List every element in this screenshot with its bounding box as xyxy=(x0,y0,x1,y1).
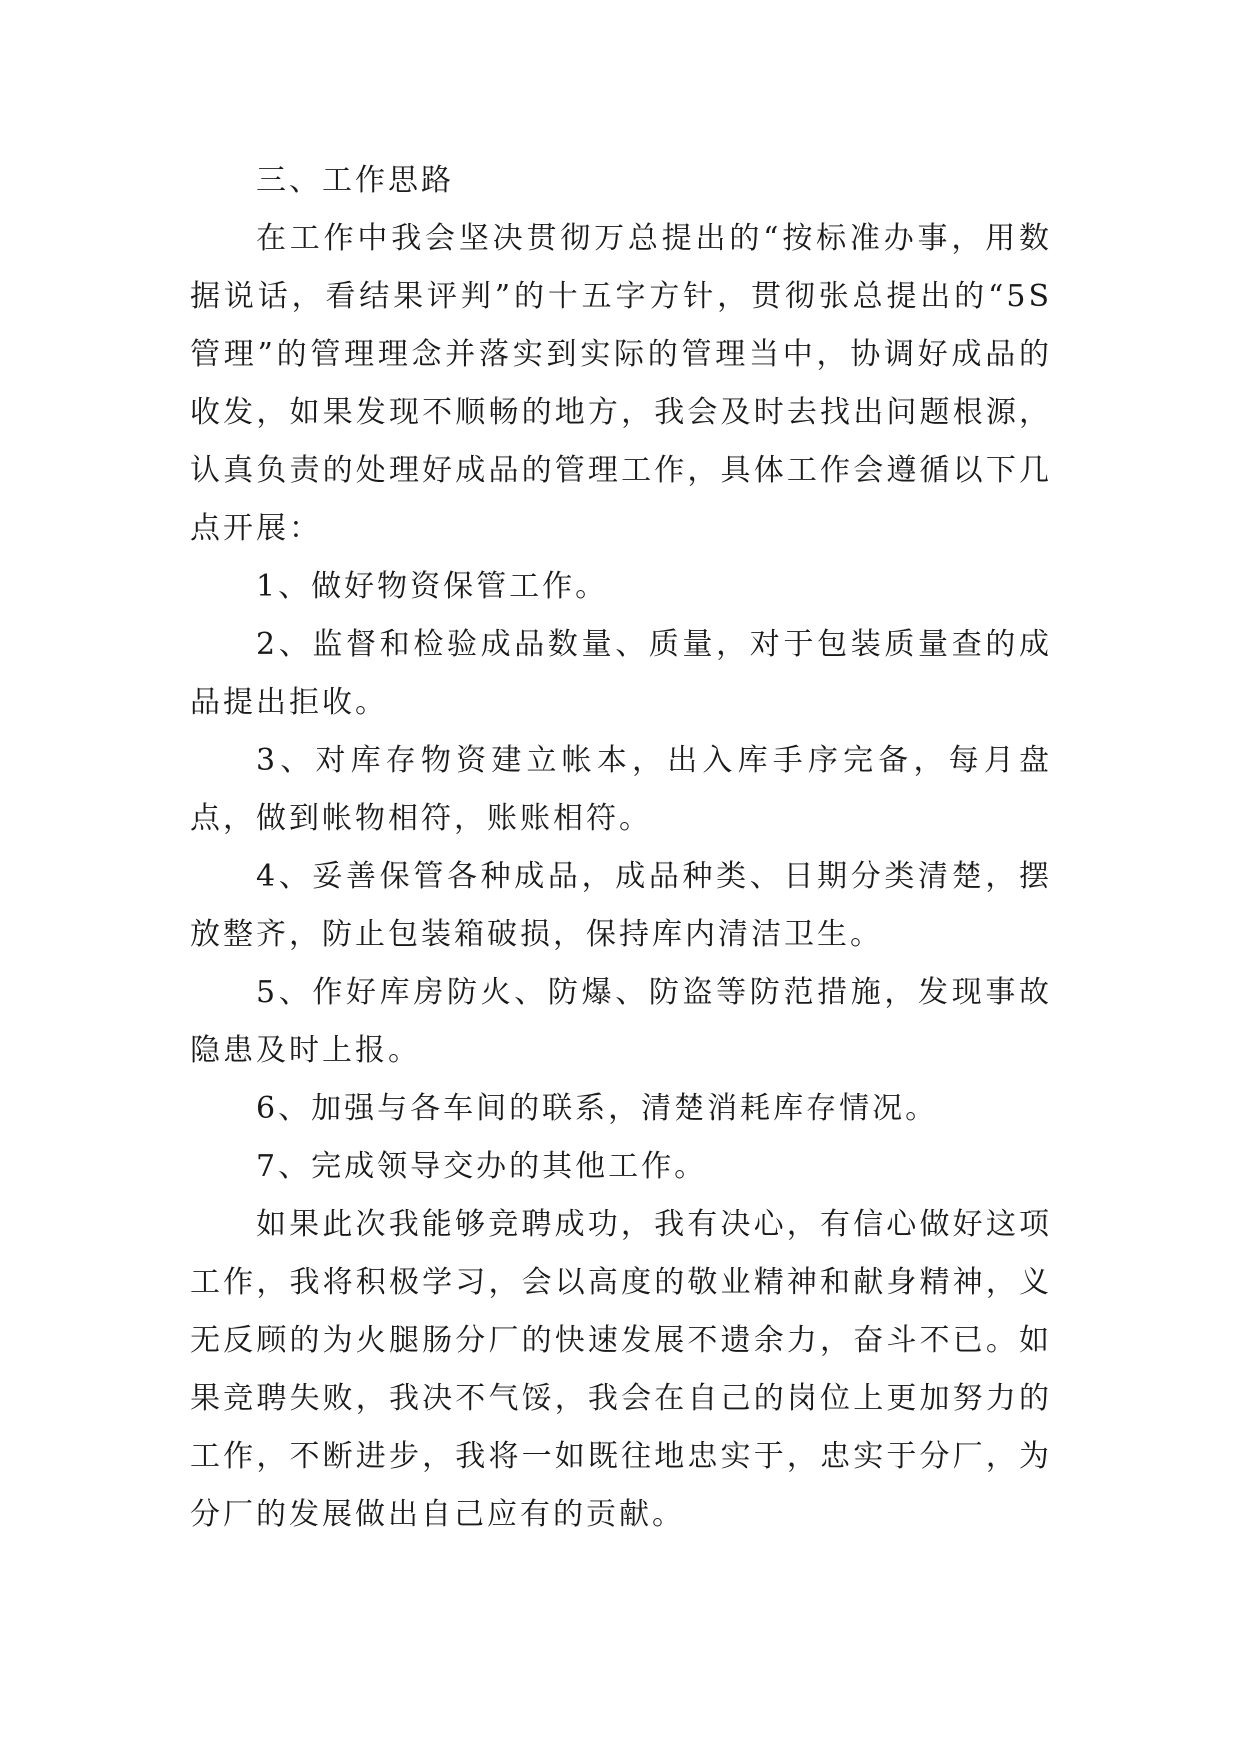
section-heading: 三、工作思路 xyxy=(256,163,454,198)
list-item: 2、监督和检验成品数量、质量，对于包装质量查的成品提出拒收。 xyxy=(190,627,1052,720)
list-item: 4、妥善保管各种成品，成品种类、日期分类清楚，摆放整齐，防止包装箱破损，保持库内清洁卫生。 xyxy=(190,859,1052,952)
list-item: 6、加强与各车间的联系，清楚消耗库存情况。 xyxy=(256,1091,939,1126)
list-item: 3、对库存物资建立帐本，出入库手序完备，每月盘点，做到帐物相符，账账相符。 xyxy=(190,743,1052,836)
list-item: 7、完成领导交办的其他工作。 xyxy=(256,1149,708,1184)
conclusion-paragraph: 如果此次我能够竞聘成功，我有决心，有信心做好这项工作，我将积极学习，会以高度的敬业精神和献身精神，义无反顾的为火腿肠分厂的快速发展不遗余力，奋斗不已。如果竞聘失败，我决不气馁，我会在自己的岗位上更加努力的工作，不断进步，我将一如既往地忠实于，忠实于分厂，为分厂的发展做出自己应有的贡献。 xyxy=(190,1207,1052,1532)
document-page xyxy=(190,152,1052,1544)
intro-paragraph: 在工作中我会坚决贯彻万总提出的“按标准办事，用数据说话，看结果评判”的十五字方针，贯彻张总提出的“5S管理”的管理理念并落实到实际的管理当中，协调好成品的收发，如果发现不顺畅的地方，我会及时去找出问题根源，认真负责的处理好成品的管理工作，具体工作会遵循以下几点开展： xyxy=(190,221,1052,546)
list-item: 1、做好物资保管工作。 xyxy=(256,569,609,604)
list-item: 5、作好库房防火、防爆、防盗等防范措施，发现事故隐患及时上报。 xyxy=(190,975,1052,1068)
